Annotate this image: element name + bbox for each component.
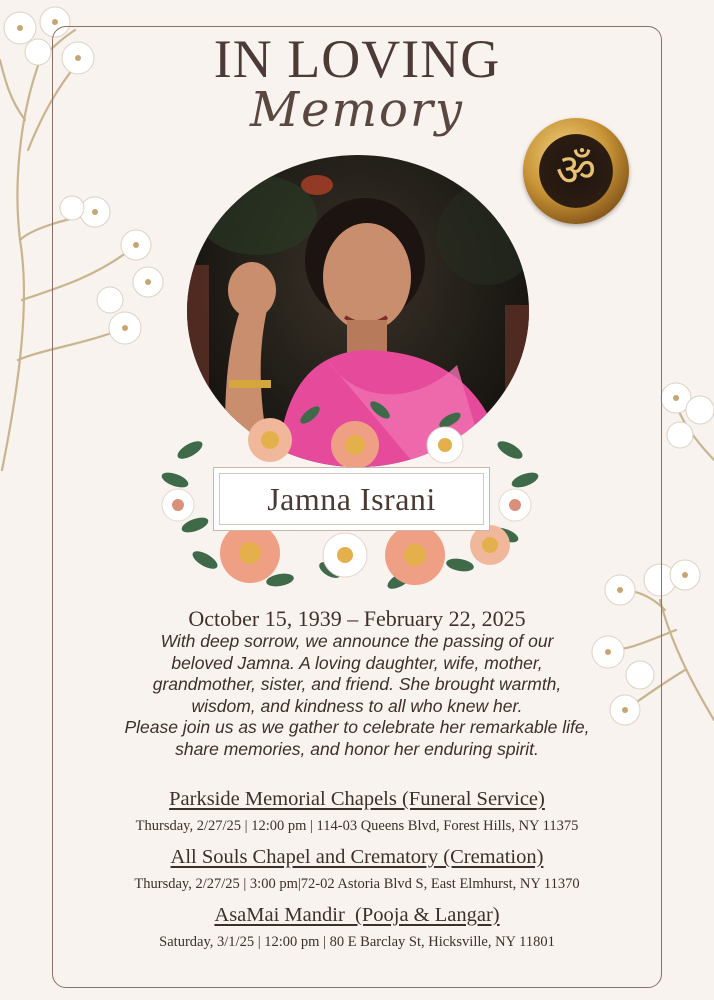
deceased-name: Jamna Israni	[267, 480, 436, 517]
event-detail: Thursday, 2/27/25 | 12:00 pm | 114-03 Queens Blvd, Forest Hills, NY 11375	[135, 817, 579, 834]
event-detail: Thursday, 2/27/25 | 3:00 pm|72-02 Astoria Blvd S, East Elmhurst, NY 11370	[134, 875, 580, 892]
page-subtitle-script: Memory	[249, 82, 465, 138]
message-line: share memories, and honor her enduring spirit.	[175, 738, 539, 759]
message-line: beloved Jamna. A loving daughter, wife, mother,	[171, 652, 543, 673]
event-title: Parkside Memorial Chapels (Funeral Service)	[169, 788, 545, 810]
event-funeral	[52, 788, 662, 834]
event-detail: Saturday, 3/1/25 | 12:00 pm | 80 E Barclay St, Hicksville, NY 11801	[159, 933, 555, 950]
event-title: All Souls Chapel and Crematory (Cremation)	[170, 846, 544, 868]
om-symbol: ॐ	[539, 134, 613, 208]
message-line: With deep sorrow, we announce the passing of our	[160, 631, 554, 651]
om-medallion-icon	[523, 118, 629, 224]
event-cremation	[52, 846, 662, 892]
name-plaque	[213, 467, 490, 531]
event-title: AsaMai Mandir (Pooja & Langar)	[214, 904, 500, 926]
page-title: IN LOVING	[213, 29, 501, 89]
life-dates: October 15, 1939 – February 22, 2025	[188, 606, 526, 631]
event-pooja	[52, 904, 662, 950]
memorial-message	[110, 631, 604, 760]
message-line: grandmother, sister, and friend. She brought warmth,	[152, 674, 562, 694]
message-line: wisdom, and kindness to all who knew her.	[191, 695, 523, 716]
message-line: Please join us as we gather to celebrate her remarkable life,	[124, 717, 590, 737]
